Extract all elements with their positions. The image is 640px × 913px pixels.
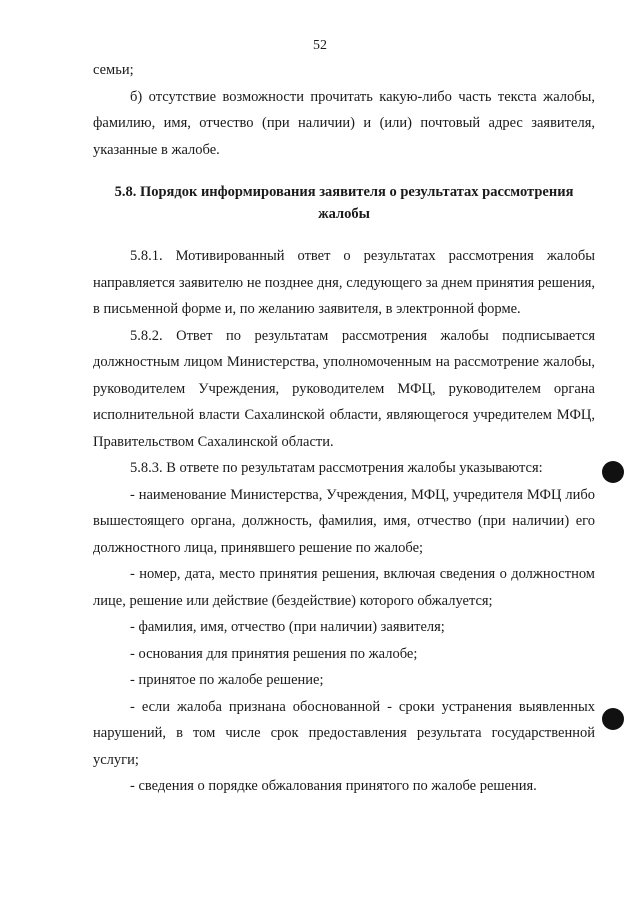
punch-hole-mark [602, 708, 624, 730]
section-heading: 5.8. Порядок информирования заявителя о результатах рассмотрения жалобы [114, 184, 574, 222]
paragraph-5-8-3: 5.8.3. В ответе по результатам рассмотрения жалобы указываются: [130, 460, 543, 476]
list-item: - наименование Министерства, Учреждения, МФЦ, учредителя МФЦ либо вышестоящего органа, должность, фамилия, имя, отчество (при наличии) его должностного лица, принявшего решение по жалобе; [93, 486, 595, 556]
list-item: - номер, дата, место принятия решения, включая сведения о должностном лице, решение или действие (бездействие) которого обжалуется; [93, 566, 595, 609]
list-item: - сведения о порядке обжалования принятого по жалобе решения. [130, 778, 537, 794]
page-number: 52 [313, 38, 327, 53]
document-body [93, 57, 595, 800]
paragraph-5-8-1: 5.8.1. Мотивированный ответ о результатах рассмотрения жалобы направляется заявителю не позднее дня, следующего за днем принятия решения, в письменной форме и, по желанию заявителя, в электронной форме. [93, 248, 595, 317]
paragraph-item-b: б) отсутствие возможности прочитать какую-либо часть текста жалобы, фамилию, имя, отчество (при наличии) и (или) почтовый адрес заявителя, указанные в жалобе. [93, 88, 595, 158]
paragraph-5-8-2: 5.8.2. Ответ по результатам рассмотрения жалобы подписывается должностным лицом Министерства, уполномоченным на рассмотрение жалобы, руководителем Учреждения, руководителем МФЦ, руководителем органа исполнительной власти Сахалинской области, являющегося учредителем МФЦ, Правительством Сахалинской области. [93, 327, 595, 450]
list-item: - принятое по жалобе решение; [130, 672, 324, 688]
list-item: - если жалоба признана обоснованной - сроки устранения выявленных нарушений, в том числе срок предоставления результата государственной услуги; [93, 698, 595, 768]
paragraph-continuation: семьи; [93, 62, 134, 78]
list-item: - основания для принятия решения по жалобе; [130, 645, 418, 662]
punch-hole-mark [602, 461, 624, 483]
list-item: - фамилия, имя, отчество (при наличии) заявителя; [130, 619, 445, 635]
